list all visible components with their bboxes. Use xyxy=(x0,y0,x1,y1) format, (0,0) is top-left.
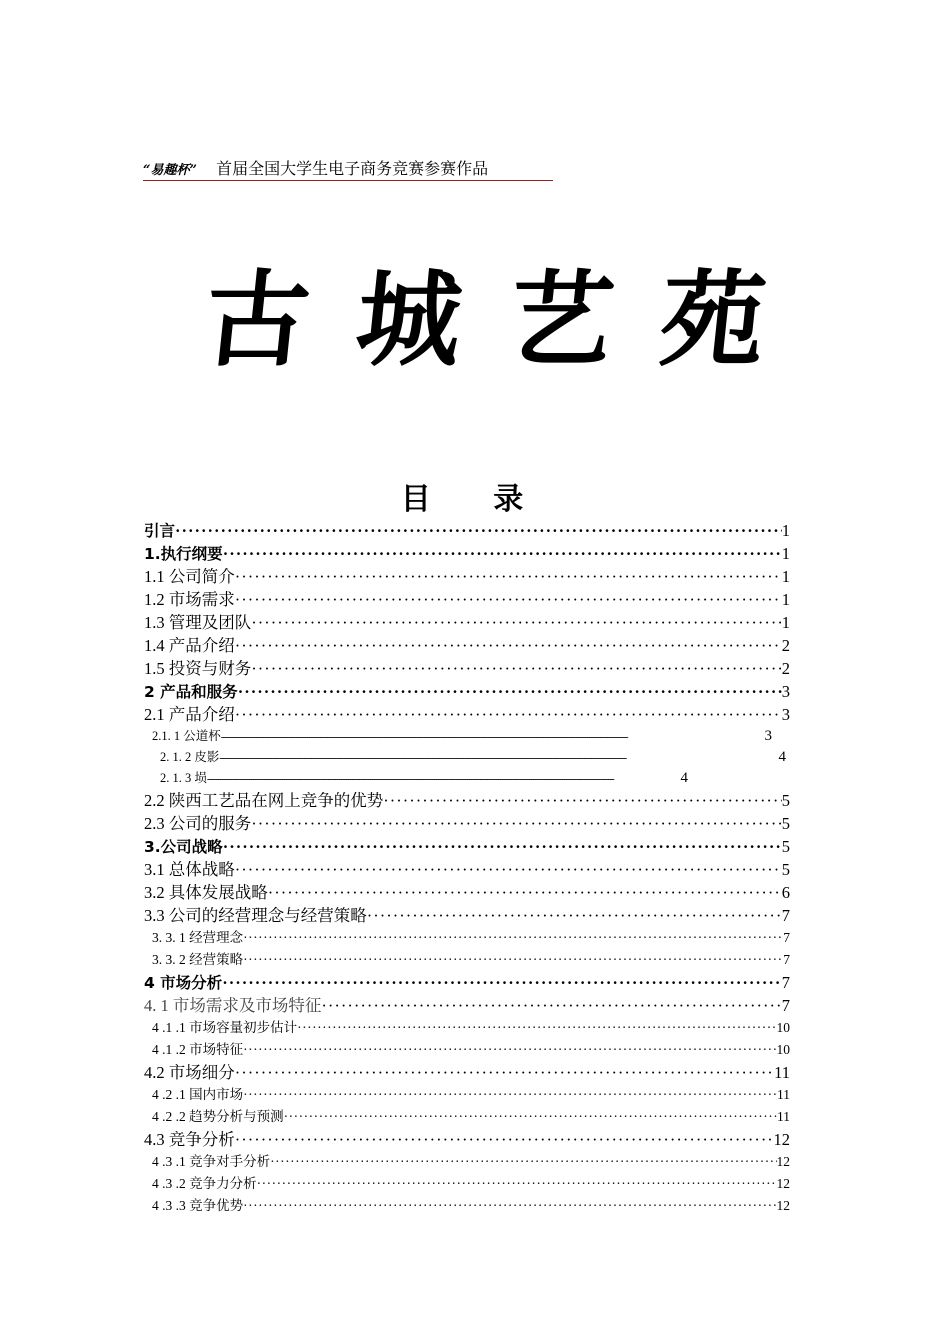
toc-entry-label: 4 .2 .2 趋势分析与预测 xyxy=(152,1109,284,1124)
toc-leader xyxy=(243,949,783,971)
toc-entry-label: 1.3 管理及团队 xyxy=(144,613,252,632)
toc-entry-page: 7 xyxy=(781,973,790,992)
toc-entry-label: 2.1. 1 公道杯 xyxy=(152,729,221,743)
toc-leader xyxy=(297,1017,776,1039)
toc-entry[interactable] xyxy=(144,904,790,927)
main-title xyxy=(198,258,772,381)
toc-entry-label: 4.2 市场细分 xyxy=(144,1063,235,1082)
toc-entry-page: 10 xyxy=(776,1042,790,1057)
toc-entry-page: 11 xyxy=(777,1087,790,1102)
toc-leader xyxy=(235,1061,774,1084)
toc-entry-label: 4 .3 .3 竞争优势 xyxy=(152,1198,244,1213)
toc-entry-page: 1 xyxy=(781,590,790,609)
title-char: 艺 xyxy=(502,258,620,381)
toc-entry-page: 6 xyxy=(781,883,790,902)
toc-entry-label: 2. 1. 2 皮影 xyxy=(160,750,220,764)
toc-leader xyxy=(235,588,782,611)
toc-leader xyxy=(284,1106,777,1128)
title-char: 古 xyxy=(198,258,316,381)
toc-entry[interactable] xyxy=(144,1084,790,1106)
toc-leader xyxy=(235,1128,774,1151)
toc-entry[interactable] xyxy=(144,1039,790,1061)
toc-leader xyxy=(251,812,782,835)
toc-entry[interactable] xyxy=(144,519,790,542)
toc-entry-label: 3.公司战略 xyxy=(144,838,223,856)
header-rule xyxy=(143,180,553,181)
toc-entry[interactable] xyxy=(144,611,790,634)
toc-entry-label: 4 .3 .2 竞争力分析 xyxy=(152,1176,257,1191)
toc-leader xyxy=(219,747,778,768)
toc-leader xyxy=(268,881,782,904)
table-of-contents xyxy=(144,519,790,1217)
toc-entry-label: 3.3 公司的经营理念与经营策略 xyxy=(144,906,367,925)
toc-entry-label: 3.1 总体战略 xyxy=(144,860,235,879)
toc-entry-page: 12 xyxy=(776,1176,790,1191)
toc-entry-label: 4 市场分析 xyxy=(144,974,223,992)
toc-leader xyxy=(222,971,782,994)
toc-entry-label: 4 .3 .1 竞争对手分析 xyxy=(152,1154,271,1169)
toc-entry[interactable] xyxy=(144,1128,790,1151)
toc-leader xyxy=(321,994,781,1017)
toc-entry[interactable] xyxy=(144,1151,790,1173)
toc-leader xyxy=(243,1195,776,1217)
toc-leader xyxy=(367,904,782,927)
toc-leader xyxy=(257,1173,777,1195)
toc-entry[interactable] xyxy=(144,835,790,858)
toc-leader xyxy=(235,634,782,657)
toc-entry-label: 1.5 投资与财务 xyxy=(144,659,252,678)
toc-entry[interactable] xyxy=(144,1195,790,1217)
toc-entry-label: 1.执行纲要 xyxy=(144,545,223,563)
toc-entry[interactable] xyxy=(144,881,790,904)
toc-leader xyxy=(223,835,782,858)
toc-leader xyxy=(251,657,782,680)
toc-entry-label: 2 产品和服务 xyxy=(144,683,238,701)
toc-entry-label: 1.2 市场需求 xyxy=(144,590,235,609)
toc-entry[interactable] xyxy=(144,747,786,768)
toc-entry-page: 5 xyxy=(781,860,790,879)
toc-leader xyxy=(238,680,782,703)
toc-entry-label: 4.3 竞争分析 xyxy=(144,1130,235,1149)
toc-entry[interactable] xyxy=(144,971,790,994)
toc-entry[interactable] xyxy=(144,927,790,949)
toc-entry-page: 7 xyxy=(781,906,790,925)
toc-entry-label: 4 .1 .2 市场特征 xyxy=(152,1042,244,1057)
toc-entry-label: 引言 xyxy=(144,522,176,540)
toc-entry-label: 2. 1. 3 埙 xyxy=(160,771,207,785)
toc-entry-label: 3. 3. 2 经营策略 xyxy=(152,952,244,967)
toc-entry-page: 7 xyxy=(783,930,790,945)
toc-entry-label: 1.1 公司简介 xyxy=(144,567,235,586)
toc-entry[interactable] xyxy=(144,542,790,565)
toc-leader xyxy=(243,1084,777,1106)
toc-entry-page: 3 xyxy=(781,682,790,701)
toc-entry-label: 3.2 具体发展战略 xyxy=(144,883,268,902)
toc-leader xyxy=(383,789,782,812)
toc-entry[interactable] xyxy=(144,768,688,789)
toc-entry-page: 12 xyxy=(776,1154,790,1169)
toc-entry-page: 4 xyxy=(778,749,786,765)
toc-entry-page: 1 xyxy=(781,613,790,632)
competition-brand: “易趣杯” xyxy=(143,163,197,178)
toc-leader xyxy=(243,1039,776,1061)
toc-leader xyxy=(223,542,782,565)
toc-entry[interactable] xyxy=(144,1017,790,1039)
toc-leader xyxy=(235,703,782,726)
toc-entry-label: 2.3 公司的服务 xyxy=(144,814,252,833)
toc-entry[interactable] xyxy=(144,634,790,657)
toc-entry-page: 2 xyxy=(781,659,790,678)
toc-entry-page: 11 xyxy=(774,1063,790,1082)
toc-entry[interactable] xyxy=(144,789,790,812)
toc-leader xyxy=(175,519,782,542)
toc-entry-page: 5 xyxy=(781,791,790,810)
toc-entry-page: 7 xyxy=(781,996,790,1015)
toc-entry-page: 7 xyxy=(783,952,790,967)
toc-leader xyxy=(251,611,782,634)
title-char: 城 xyxy=(350,258,468,381)
toc-entry[interactable] xyxy=(144,588,790,611)
toc-entry-label: 3. 3. 1 经营理念 xyxy=(152,930,244,945)
toc-entry-page: 3 xyxy=(764,728,772,744)
toc-entry-page: 1 xyxy=(781,567,790,586)
toc-entry-page: 4 xyxy=(680,770,688,786)
toc-entry-page: 2 xyxy=(781,636,790,655)
toc-entry-label: 4 .1 .1 市场容量初步估计 xyxy=(152,1020,298,1035)
toc-entry[interactable] xyxy=(144,726,772,747)
toc-leader xyxy=(270,1151,776,1173)
toc-entry-page: 5 xyxy=(781,837,790,856)
toc-entry-label: 4. 1 市场需求及市场特征 xyxy=(144,996,322,1015)
toc-entry[interactable] xyxy=(144,1173,790,1195)
toc-entry[interactable] xyxy=(144,565,790,588)
toc-entry-page: 10 xyxy=(776,1020,790,1035)
toc-entry[interactable] xyxy=(144,812,790,835)
toc-leader xyxy=(207,768,681,789)
toc-entry-page: 12 xyxy=(773,1130,790,1149)
toc-entry-label: 2.1 产品介绍 xyxy=(144,705,235,724)
toc-entry-label: 2.2 陕西工艺品在网上竞争的优势 xyxy=(144,791,384,810)
toc-entry-label: 4 .2 .1 国内市场 xyxy=(152,1087,244,1102)
toc-leader xyxy=(243,927,783,949)
toc-entry-page: 5 xyxy=(781,814,790,833)
toc-entry-page: 1 xyxy=(781,521,790,540)
toc-entry[interactable] xyxy=(144,949,790,971)
toc-entry-page: 11 xyxy=(777,1109,790,1124)
toc-leader xyxy=(235,858,782,881)
toc-entry[interactable] xyxy=(144,858,790,881)
toc-entry[interactable] xyxy=(144,703,790,726)
toc-entry[interactable] xyxy=(144,1106,790,1128)
title-char: 苑 xyxy=(654,258,772,381)
toc-leader xyxy=(221,726,765,747)
toc-entry[interactable] xyxy=(144,680,790,703)
toc-entry[interactable] xyxy=(144,994,790,1017)
toc-entry-page: 1 xyxy=(781,544,790,563)
competition-subtitle: 首届全国大学生电子商务竞赛参赛作品 xyxy=(216,159,489,178)
toc-entry-label: 1.4 产品介绍 xyxy=(144,636,235,655)
toc-entry-page: 12 xyxy=(776,1198,790,1213)
toc-leader xyxy=(235,565,782,588)
toc-entry[interactable] xyxy=(144,657,790,680)
document-header xyxy=(143,156,488,179)
toc-entry-page: 3 xyxy=(781,705,790,724)
toc-entry[interactable] xyxy=(144,1061,790,1084)
toc-title: 目 录 xyxy=(400,482,550,517)
